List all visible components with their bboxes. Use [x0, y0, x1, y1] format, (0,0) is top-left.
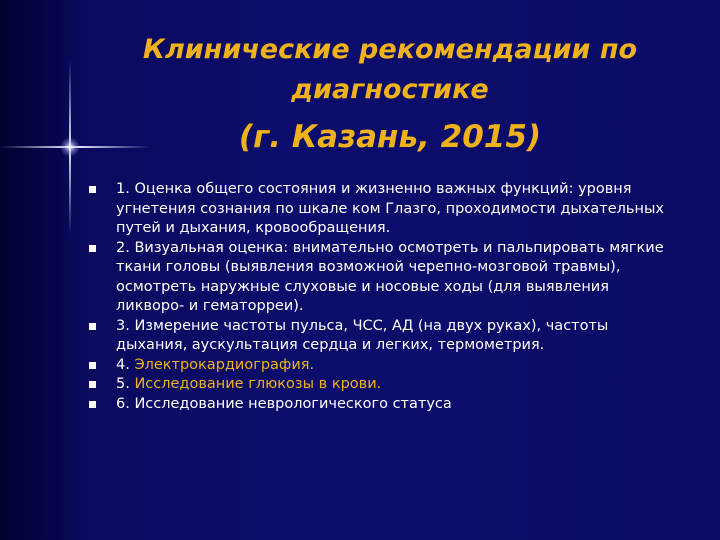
left-dark-band: [0, 0, 70, 540]
list-item: [86, 239, 676, 317]
list-item-number: 4.: [116, 356, 135, 373]
square-bullet-icon: [89, 186, 96, 193]
square-bullet-icon: [89, 245, 96, 252]
list-item-text: 6. Исследование неврологического статуса: [116, 395, 452, 412]
title-line-2: диагностике: [291, 74, 489, 105]
list-item: [86, 180, 676, 239]
list-item-text: 3. Измерение частоты пульса, ЧСС, АД (на двух руках), частоты дыхания, аускультация сердца и легких, термометрия.: [116, 317, 609, 353]
square-bullet-icon: [89, 401, 96, 408]
list-item-highlight: Электрокардиография.: [134, 356, 315, 373]
title-line-1: Клинические рекомендации по: [142, 34, 638, 65]
list-item: [86, 356, 676, 376]
list-item-text: 1. Оценка общего состояния и жизненно важных функций: уровня угнетения сознания по шкале ком Глазго, проходимости дыхательных путей и дыхания, кровообращения.: [116, 181, 664, 236]
square-bullet-icon: [89, 362, 96, 369]
star-sparkle-icon: [60, 137, 80, 157]
title-line-3: (г. Казань, 2015): [238, 119, 542, 155]
square-bullet-icon: [89, 323, 96, 330]
list-item-text: 2. Визуальная оценка: внимательно осмотреть и пальпировать мягкие ткани головы (выявления возможной черепно-мозговой травмы), осмотреть наружные слуховые и носовые ходы (для выявления ликворо- и гематорреи).: [116, 239, 664, 314]
recommendations-list: [86, 180, 676, 414]
list-item: [86, 375, 676, 395]
slide-title: [110, 30, 670, 162]
list-item: [86, 317, 676, 356]
list-item: [86, 395, 676, 415]
list-item-number: 5.: [116, 376, 135, 392]
list-item-highlight: Исследование глюкозы в крови.: [134, 376, 382, 392]
square-bullet-icon: [89, 381, 96, 388]
